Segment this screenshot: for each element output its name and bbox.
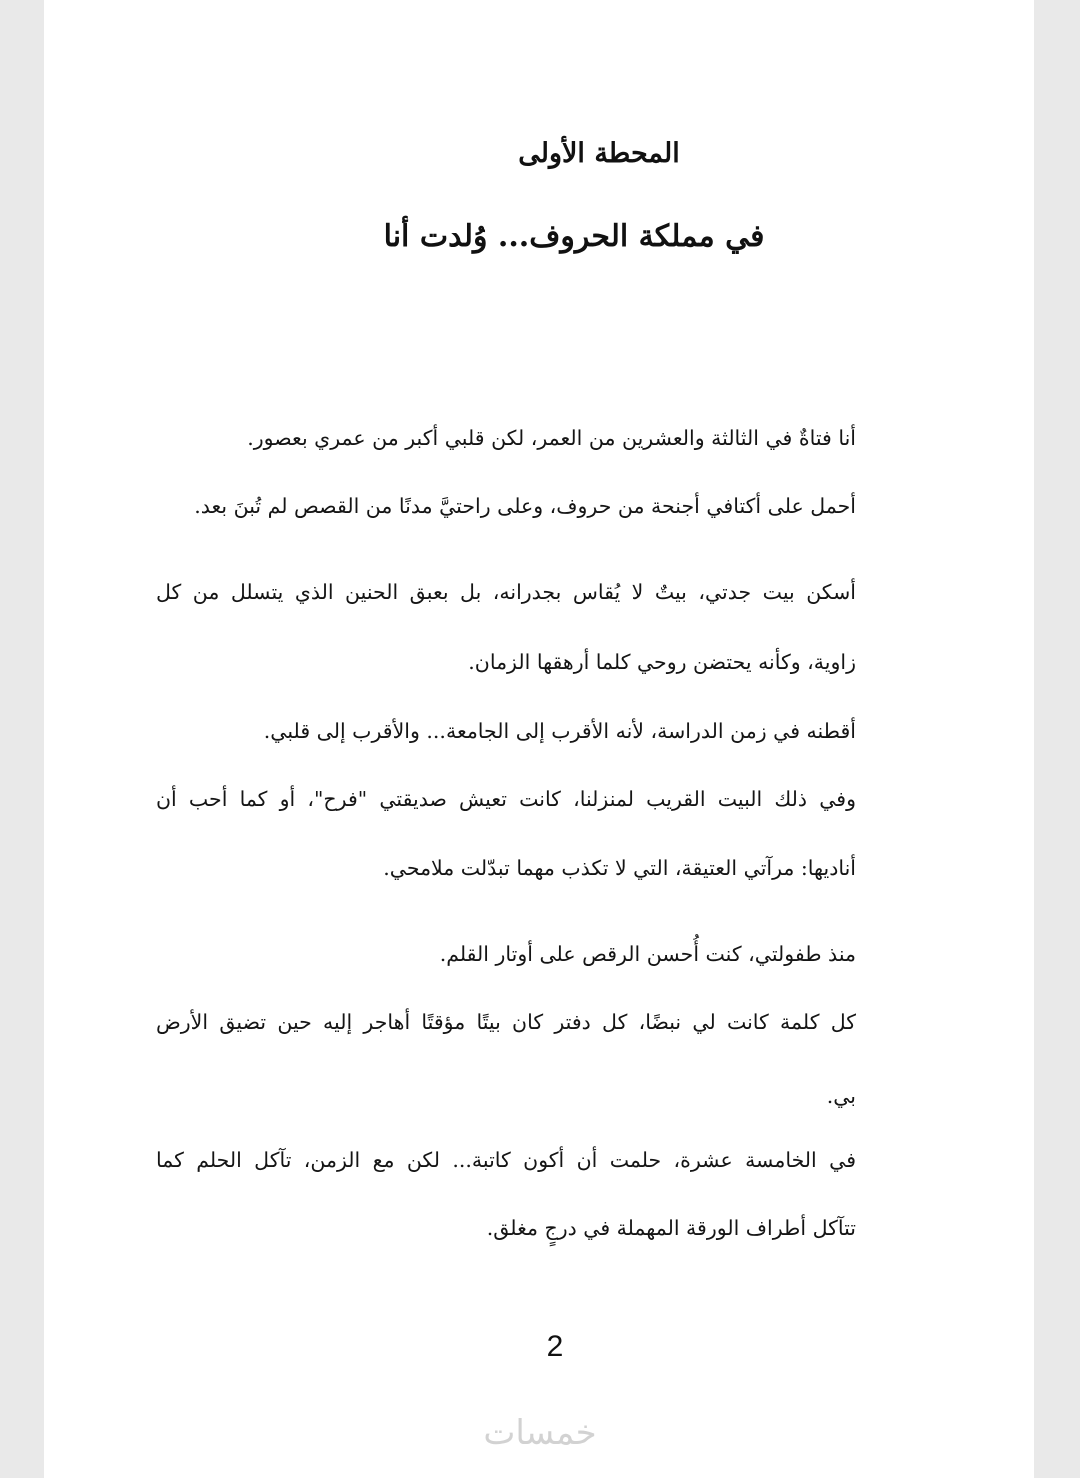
- body-line: زاوية، وكأنه يحتضن روحي كلما أرهقها الزمان.: [468, 650, 856, 674]
- watermark-logo: خمسات: [483, 1413, 597, 1453]
- page-number: 2: [546, 1330, 564, 1363]
- chapter-title: المحطة الأولى: [518, 138, 680, 169]
- body-line: بي.: [826, 1084, 856, 1108]
- body-line: أحمل على أكتافي أجنحة من حروف، وعلى راحتيَّ مدنًا من القصص لم تُبنَ بعد.: [194, 494, 856, 518]
- body-line: أنا فتاةٌ في الثالثة والعشرين من العمر، لكن قلبي أكبر من عمري بعصور.: [247, 426, 856, 450]
- document-page: [44, 0, 1034, 1478]
- body-line: أقطنه في زمن الدراسة، لأنه الأقرب إلى الجامعة... والأقرب إلى قلبي.: [263, 719, 856, 743]
- chapter-subtitle: في مملكة الحروف... وُلدت أنا: [383, 219, 765, 254]
- body-line: أسكن بيت جدتي، بيتٌ لا يُقاس بجدرانه، بل بعبق الحنين الذي يتسلل من كل: [156, 580, 856, 604]
- body-line: أناديها: مرآتي العتيقة، التي لا تكذب مهما تبدّلت ملامحي.: [383, 856, 856, 880]
- body-line: وفي ذلك البيت القريب لمنزلنا، كانت تعيش صديقتي "فرح"، أو كما أحب أن: [156, 787, 856, 811]
- body-line: في الخامسة عشرة، حلمت أن أكون كاتبة... لكن مع الزمن، تآكل الحلم كما: [156, 1148, 856, 1172]
- body-line: كل كلمة كانت لي نبضًا، كل دفتر كان بيتًا مؤقتًا أهاجر إليه حين تضيق الأرض: [156, 1010, 856, 1034]
- body-line: تتآكل أطراف الورقة المهملة في درجٍ مغلق.: [486, 1216, 856, 1240]
- body-line: منذ طفولتي، كنت أُحسن الرقص على أوتار القلم.: [439, 942, 856, 966]
